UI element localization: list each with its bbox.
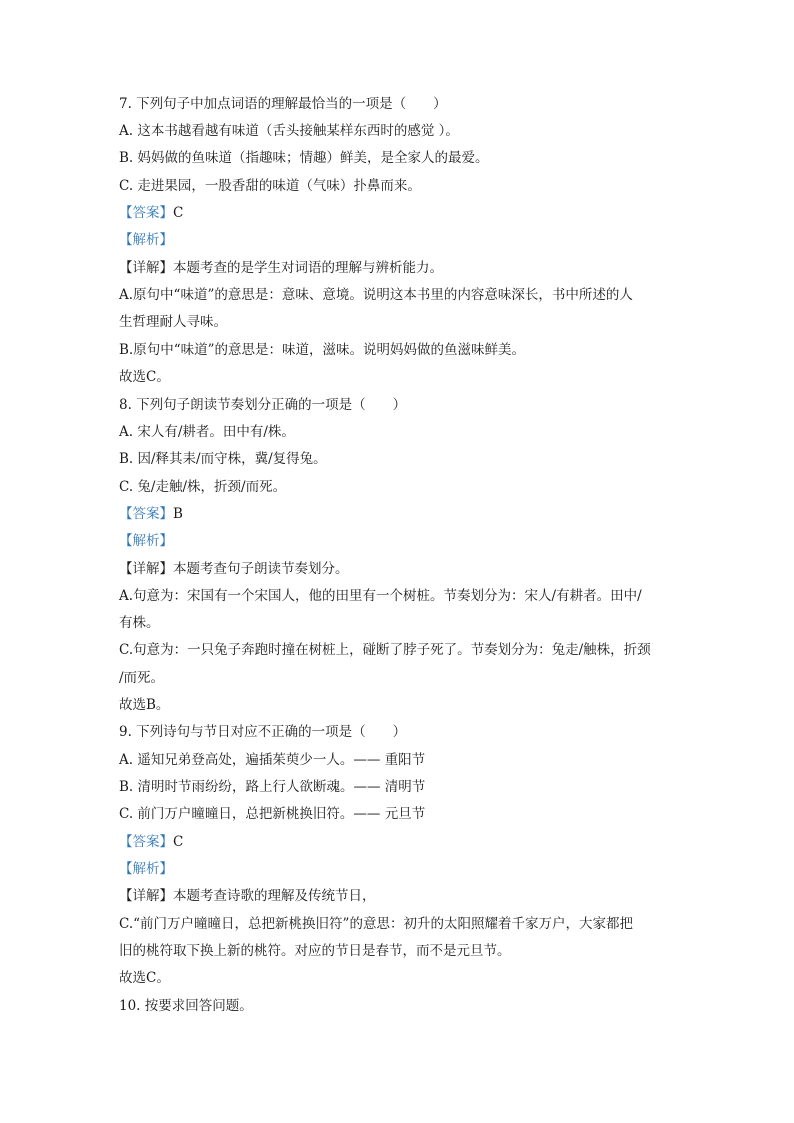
q8-option-a: A. 宋人有/耕者。田中有/株。: [119, 424, 295, 440]
q9-option-b: B. 清明时节雨纷纷，路上行人欲断魂。—— 清明节: [119, 779, 426, 795]
q8-option-c: C. 兔/走触/株，折颈/而死。: [119, 479, 287, 495]
q8-detail-line: [119, 560, 349, 578]
q9-option-a: A. 遥知兄弟登高处，遍插茱萸少一人。—— 重阳节: [119, 752, 426, 768]
q7-answer: C: [173, 205, 184, 221]
q10-stem: 10. 按要求回答问题。: [119, 998, 253, 1014]
q7-conclusion: 故选C。: [119, 369, 170, 385]
q7-explanation-line: A.原句中“味道”的意思是：意味、意境。说明这本书里的内容意味深长，书中所述的人: [119, 287, 633, 303]
q8-explanation-line: /而死。: [119, 670, 165, 686]
detail-tag: 【详解】: [119, 260, 173, 276]
q8-explanation-line: A.句意为：宋国有一个宋国人，他的田里有一个树桩。节奏划分为：宋人/有耕者。田中/: [119, 588, 642, 604]
detail-tag: 【详解】: [119, 561, 173, 577]
analysis-tag: 【解析】: [119, 533, 173, 549]
answer-tag: 【答案】: [119, 205, 173, 221]
q9-option-c: C. 前门万户曈曈日，总把新桃换旧符。—— 元旦节: [119, 806, 426, 822]
q7-detail: 本题考查的是学生对词语的理解与辨析能力。: [173, 260, 443, 276]
q8-conclusion: 故选B。: [119, 697, 170, 713]
q7-explanation-line: B.原句中“味道”的意思是：味道，滋味。说明妈妈做的鱼滋味鲜美。: [119, 342, 526, 358]
q9-explanation-line: 旧的桃符取下换上新的桃符。对应的节日是春节，而不是元旦节。: [119, 943, 511, 959]
q7-option-a: A. 这本书越看越有味道（舌头接触某样东西时的感觉 ）。: [119, 123, 459, 139]
detail-tag: 【详解】: [119, 888, 173, 904]
q9-answer-line: [119, 833, 183, 851]
q9-explanation-line: C.“前门万户曈曈日，总把新桃换旧符”的意思：初升的太阳照耀着千家万户，大家都把: [119, 916, 633, 932]
q8-explanation-line: 有株。: [119, 615, 160, 631]
q7-option-c: C. 走进果园，一股香甜的味道（气味）扑鼻而来。: [119, 178, 421, 194]
q8-analysis-line: [119, 532, 173, 550]
q9-analysis-line: [119, 860, 173, 878]
analysis-tag: 【解析】: [119, 861, 173, 877]
q8-stem: 8. 下列句子朗读节奏划分正确的一项是（ ）: [119, 397, 407, 413]
q8-option-b: B. 因/释其耒/而守株，冀/复得兔。: [119, 451, 327, 467]
q9-detail: 本题考查诗歌的理解及传统节日，: [173, 888, 376, 904]
q9-stem: 9. 下列诗句与节日对应不正确的一项是（ ）: [119, 724, 407, 740]
q7-option-b: B. 妈妈做的鱼味道（指趣味；情趣）鲜美，是全家人的最爱。: [119, 150, 489, 166]
answer-tag: 【答案】: [119, 834, 173, 850]
q7-stem: 7. 下列句子中加点词语的理解最恰当的一项是（ ）: [119, 96, 447, 112]
q7-explanation-line: 生哲理耐人寻味。: [119, 314, 227, 330]
q7-detail-line: [119, 259, 443, 277]
q7-analysis-line: [119, 231, 173, 249]
q9-detail-line: [119, 887, 376, 905]
q9-answer: C: [173, 834, 184, 850]
q8-explanation-line: C.句意为：一只兔子奔跑时撞在树桩上，碰断了脖子死了。节奏划分为：兔走/触株，折颈: [119, 642, 651, 658]
answer-tag: 【答案】: [119, 506, 173, 522]
q8-answer-line: [119, 505, 183, 523]
q8-answer: B: [173, 506, 183, 522]
q7-answer-line: [119, 204, 183, 222]
analysis-tag: 【解析】: [119, 232, 173, 248]
q9-conclusion: 故选C。: [119, 970, 170, 986]
q8-detail: 本题考查句子朗读节奏划分。: [173, 561, 349, 577]
